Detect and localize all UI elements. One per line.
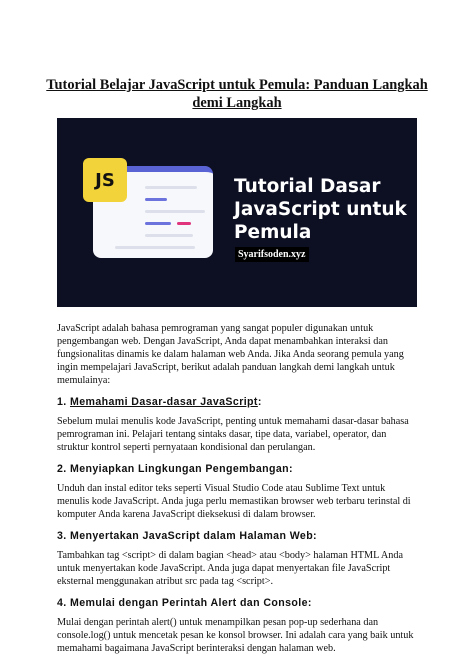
section-suffix: :	[257, 396, 262, 408]
section-body-4: Mulai dengan perintah alert() untuk menampilkan pesan pop-up sederhana dan console.log() untuk mencetak pesan ke konsol browser. Ini adalah cara yang baik untuk memahami bagaimana JavaScript berinteraksi dengan halaman web.	[57, 617, 414, 654]
banner-headline: Tutorial Dasar JavaScript untuk Pemula	[234, 176, 407, 243]
section-heading-1	[57, 396, 417, 409]
section-body-3: Tambahkan tag <script> di dalam bagian <head> atau <body> halaman HTML Anda untuk menyertakan kode JavaScript. Anda juga dapat menyertakan file JavaScript eksternal menggunakan atribut src pada tag <script>.	[57, 550, 403, 587]
code-line	[115, 246, 195, 249]
page-title: Tutorial Belajar JavaScript untuk Pemula: Panduan Langkah demi Langkah	[46, 77, 428, 111]
section-number: 3.	[57, 530, 67, 542]
section-title: Memahami Dasar-dasar JavaScript	[69, 396, 258, 408]
section-number: 2.	[57, 463, 67, 475]
article-body	[57, 322, 417, 664]
section-body-2: Unduh dan instal editor teks seperti Visual Studio Code atau Sublime Text untuk menulis kode JavaScript. Anda juga perlu memastikan browser web terbaru terinstal di komputer Anda karena JavaScript dieksekusi di dalam browser.	[57, 483, 411, 520]
code-highlight-blue	[145, 222, 171, 225]
section-heading-4	[57, 597, 417, 610]
code-highlight-pink	[177, 222, 191, 225]
section-title: Menyiapkan Lingkungan Pengembangan:	[69, 463, 293, 475]
js-logo-icon: JS	[83, 158, 127, 202]
intro-paragraph: JavaScript adalah bahasa pemrograman yang sangat populer digunakan untuk pengembangan web. Dengan JavaScript, Anda dapat menambahkan interaksi dan fungsionalitas dinamis ke dalam halaman web Anda. Jika Anda seorang pemula yang ingin mempelajari JavaScript, berikut adalah panduan langkah demi langkah untuk memulainya:	[57, 323, 404, 386]
banner-site-label: Syarifsoden.xyz	[235, 247, 309, 262]
section-heading-2	[57, 463, 417, 476]
section-number: 4.	[57, 597, 67, 609]
section-title: Memulai dengan Perintah Alert dan Console:	[69, 597, 312, 609]
code-line	[145, 234, 193, 237]
banner-image	[57, 118, 417, 307]
section-title: Menyertakan JavaScript dalam Halaman Web:	[69, 530, 317, 542]
code-highlight-blue	[145, 198, 167, 201]
section-heading-3	[57, 530, 417, 543]
code-line	[145, 210, 205, 213]
section-body-1: Sebelum mulai menulis kode JavaScript, penting untuk memahami dasar-dasar bahasa pemrograman ini. Pelajari tentang sintaks dasar, tipe data, variabel, operator, dan struktur kontrol seperti pernyataan kondisional dan perulangan.	[57, 416, 409, 453]
section-number: 1.	[57, 396, 67, 408]
code-line	[145, 186, 197, 189]
